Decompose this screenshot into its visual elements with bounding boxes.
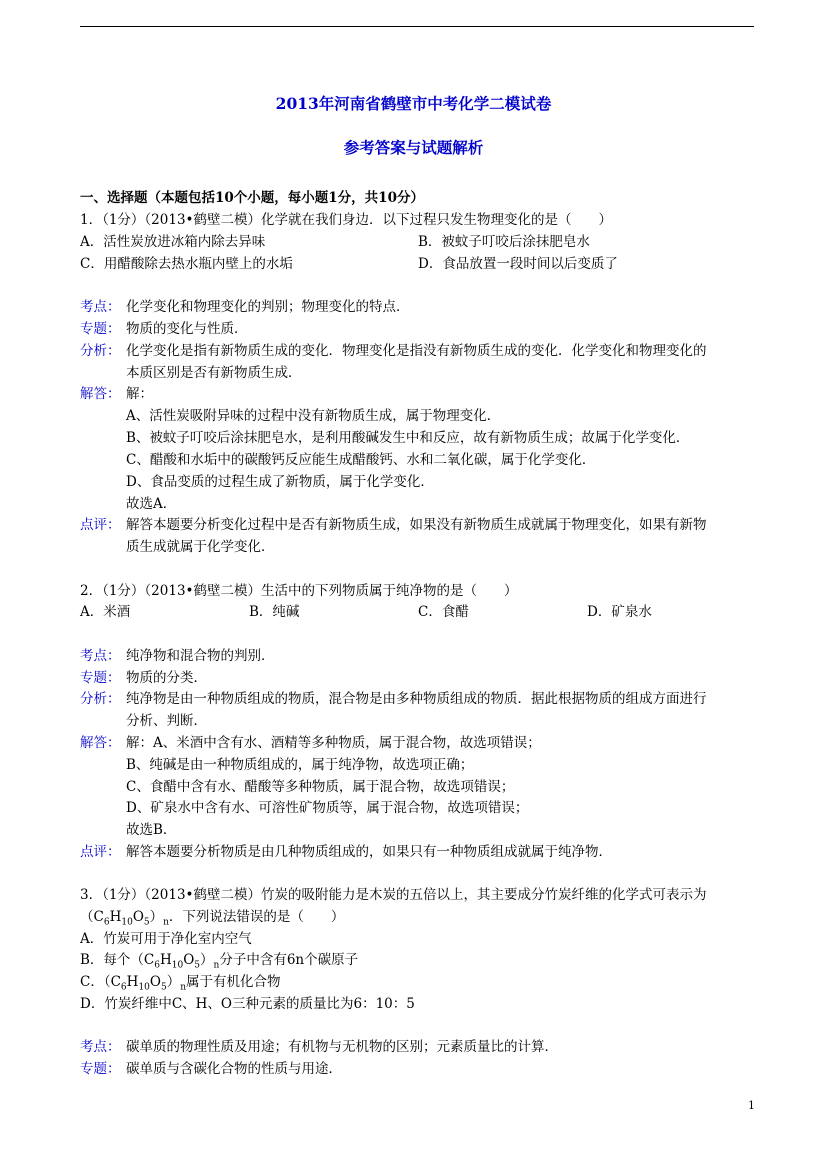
q1-jieda-label: 解答：	[80, 386, 121, 402]
q1-fenxi-line2: 本质区别是否有新物质生成．	[126, 365, 302, 381]
q1-jie: 解：	[126, 386, 153, 402]
q2-dianping-line1: 解答本题要分析物质是由几种物质组成的，如果只有一种物质组成就属于纯净物．	[126, 844, 612, 860]
q3-option-d: D．竹炭纤维中C、H、O三种元素的质量比为6：10：5	[80, 996, 415, 1012]
q1-dianping-line1: 解答本题要分析变化过程中是否有新物质生成，如果没有新物质生成就属于物理变化，如果有新物	[126, 517, 707, 533]
q2-stem: 2．（1分）（2013•鹤壁二模）生活中的下列物质属于纯净物的是（ ）	[80, 583, 518, 599]
q3-kaodian: 碳单质的物理性质及用途；有机物与无机物的区别；元素质量比的计算．	[126, 1039, 558, 1055]
q3-option-b: B．每个$(C_6H_{10}O_5)_n$分子中含有6n个碳原子	[80, 952, 359, 971]
q2-fenxi-label: 分析：	[80, 691, 121, 707]
q1-option-c: C．用醋酸除去热水瓶内壁上的水垢	[80, 256, 293, 272]
q2-answer-choice: 故选B．	[126, 822, 177, 838]
q1-answer-c: C、醋酸和水垢中的碳酸钙反应能生成醋酸钙、水和二氧化碳，属于化学变化．	[126, 452, 596, 468]
q3-option-c: C．$(C_6H_{10}O_5)_n$属于有机化合物	[80, 974, 281, 993]
q2-option-c: C．食醋	[418, 604, 469, 620]
q2-dianping-label: 点评：	[80, 844, 121, 860]
q2-answer-b: B、纯碱是由一种物质组成的，属于纯净物，故选项正确；	[126, 757, 474, 773]
q1-option-d: D．食品放置一段时间以后变质了	[418, 256, 618, 272]
q2-zhuanti-label: 专题：	[80, 670, 121, 686]
q2-zhuanti: 物质的分类．	[126, 670, 207, 686]
section-heading: 一、选择题（本题包括10个小题，每小题1分，共10分）	[80, 190, 424, 206]
q1-answer-a: A、活性炭吸附异味的过程中没有新物质生成，属于物理变化．	[126, 408, 501, 424]
q2-kaodian-label: 考点：	[80, 648, 121, 664]
document-title: 2013年河南省鹤壁市中考化学二模试卷	[275, 94, 552, 113]
q1-option-a: A．活性炭放进冰箱内除去异味	[80, 234, 266, 250]
q1-kaodian-label: 考点：	[80, 299, 121, 315]
q2-option-b: B．纯碱	[249, 604, 300, 620]
q1-dianping-label: 点评：	[80, 517, 121, 533]
q1-answer-choice: 故选A．	[126, 496, 177, 512]
q1-fenxi-label: 分析：	[80, 343, 121, 359]
q3-stem-line2: $(C_6H_{10}O_5)_n$．下列说法错误的是（ ）	[80, 909, 345, 928]
q2-answer-d: D、矿泉水中含有水、可溶性矿物质等，属于混合物，故选项错误；	[126, 800, 529, 816]
q2-kaodian: 纯净物和混合物的判别．	[126, 648, 275, 664]
q1-option-b: B．被蚊子叮咬后涂抹肥皂水	[418, 234, 590, 250]
header-rule	[80, 26, 754, 27]
q3-option-a: A．竹炭可用于净化室内空气	[80, 931, 252, 947]
q1-dianping-line2: 质生成就属于化学变化．	[126, 539, 275, 555]
q1-kaodian: 化学变化和物理变化的判别；物理变化的特点．	[126, 299, 410, 315]
q2-answer-c: C、食醋中含有水、醋酸等多种物质，属于混合物，故选项错误；	[126, 779, 515, 795]
q1-zhuanti-label: 专题：	[80, 321, 121, 337]
q1-answer-b: B、被蚊子叮咬后涂抹肥皂水，是利用酸碱发生中和反应，故有新物质生成；故属于化学变化．	[126, 430, 690, 446]
document-subtitle: 参考答案与试题解析	[343, 138, 484, 157]
q2-fenxi-line1: 纯净物是由一种物质组成的物质，混合物是由多种物质组成的物质．据此根据物质的组成方面进行	[126, 691, 707, 707]
q3-zhuanti-label: 专题：	[80, 1061, 121, 1077]
q2-fenxi-line2: 分析、判断．	[126, 713, 207, 729]
q3-zhuanti: 碳单质与含碳化合物的性质与用途．	[126, 1061, 342, 1077]
q2-option-a: A．米酒	[80, 604, 131, 620]
q1-fenxi-line1: 化学变化是指有新物质生成的变化．物理变化是指没有新物质生成的变化．化学变化和物理变化的	[126, 343, 707, 359]
q2-option-d: D．矿泉水	[587, 604, 652, 620]
q2-answer-a: 解：A、米酒中含有水、酒精等多种物质，属于混合物，故选项错误；	[126, 735, 541, 751]
q1-answer-d: D、食品变质的过程生成了新物质，属于化学变化．	[126, 474, 434, 490]
q3-kaodian-label: 考点：	[80, 1039, 121, 1055]
q3-stem-line1: 3．（1分）（2013•鹤壁二模）竹炭的吸附能力是木炭的五倍以上，其主要成分竹炭纤维的化学式可表示为	[80, 887, 707, 903]
page-number: 1	[748, 1099, 755, 1112]
q1-stem: 1．（1分）（2013•鹤壁二模）化学就在我们身边．以下过程只发生物理变化的是（ ）	[80, 212, 612, 228]
q1-zhuanti: 物质的变化与性质．	[126, 321, 248, 337]
q2-jieda-label: 解答：	[80, 735, 121, 751]
